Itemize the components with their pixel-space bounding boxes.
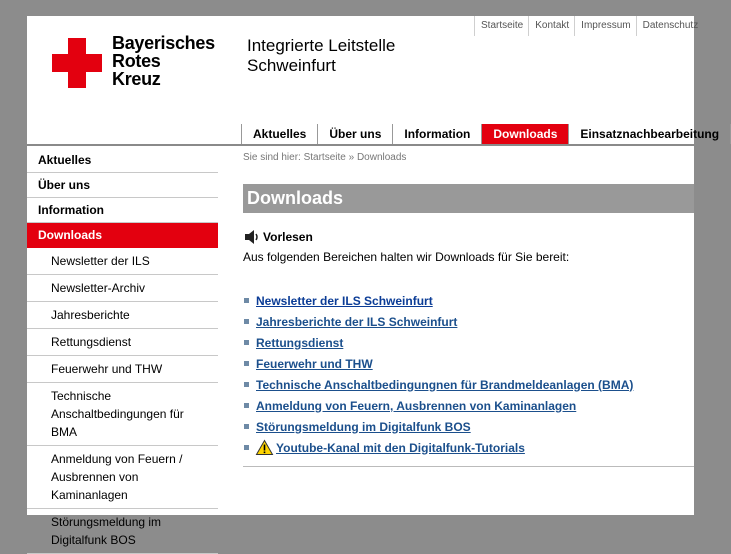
mainnav-aktuelles[interactable]: Aktuelles: [242, 124, 318, 144]
list-item: [244, 353, 633, 374]
brand-line-2: Rotes: [112, 51, 161, 71]
link-stoerungsmeldung[interactable]: Störungsmeldung im Digitalfunk BOS: [256, 419, 471, 434]
bullet-icon: [244, 361, 249, 366]
sidebar-item-information[interactable]: Information: [27, 198, 218, 223]
bullet-icon: [244, 319, 249, 324]
bullet-icon: [244, 403, 249, 408]
topnav-kontakt[interactable]: Kontakt: [528, 16, 574, 36]
list-item: [244, 416, 633, 437]
organization-title: [247, 36, 395, 76]
brand-name: [112, 34, 215, 88]
sidebar: [27, 148, 218, 554]
link-rettungsdienst[interactable]: Rettungsdienst: [256, 335, 344, 350]
org-line-1: Integrierte Leitstelle: [247, 36, 396, 55]
link-anmeldung-feuern[interactable]: Anmeldung von Feuern, Ausbrennen von Kaminanlagen: [256, 398, 577, 413]
list-item: [244, 374, 633, 395]
sidebar-item-stoerungsmeldung[interactable]: Störungsmeldung im Digitalfunk BOS: [27, 509, 218, 554]
list-item: [244, 437, 633, 458]
download-links: [244, 290, 633, 458]
link-feuerwehr-thw[interactable]: Feuerwehr und THW: [256, 356, 373, 371]
bullet-icon: [244, 382, 249, 387]
link-jahresberichte[interactable]: Jahresberichte der ILS Schweinfurt: [256, 314, 458, 329]
page-title-bar: [243, 184, 694, 213]
sidebar-item-feuerwehr-thw[interactable]: Feuerwehr und THW: [27, 356, 218, 383]
read-aloud-button[interactable]: [244, 230, 313, 244]
sidebar-item-technische-anschaltbedingungen[interactable]: Technische Anschaltbedingungen für BMA: [27, 383, 218, 446]
topnav-datenschutz[interactable]: Datenschutz: [636, 16, 704, 36]
sidebar-item-ueber-uns[interactable]: Über uns: [27, 173, 218, 198]
topnav-impressum[interactable]: Impressum: [574, 16, 635, 36]
red-cross-icon: [52, 38, 102, 88]
top-navigation: [474, 16, 703, 36]
mainnav-information[interactable]: Information: [393, 124, 482, 144]
warning-icon: [256, 440, 273, 455]
speaker-icon: [244, 230, 260, 244]
page: [27, 16, 720, 547]
sidebar-item-anmeldung-feuern[interactable]: Anmeldung von Feuern / Ausbrennen von Kaminanlagen: [27, 446, 218, 509]
sidebar-item-aktuelles[interactable]: Aktuelles: [27, 148, 218, 173]
list-item: [244, 290, 633, 311]
nav-divider: [27, 144, 694, 146]
intro-text: Aus folgenden Bereichen halten wir Downloads für Sie bereit:: [243, 250, 570, 264]
breadcrumb: Sie sind hier: Startseite » Downloads: [243, 152, 407, 163]
bullet-icon: [244, 445, 249, 450]
link-newsletter-ils[interactable]: Newsletter der ILS Schweinfurt: [256, 293, 433, 308]
mainnav-einsatznachbearbeitung[interactable]: Einsatznachbearbeitung: [569, 124, 731, 144]
bullet-icon: [244, 298, 249, 303]
link-youtube-kanal[interactable]: Youtube-Kanal mit den Digitalfunk-Tutorials: [276, 440, 525, 455]
list-item: [244, 332, 633, 353]
read-aloud-label: Vorlesen: [263, 230, 313, 244]
sidebar-item-downloads[interactable]: Downloads: [27, 223, 218, 248]
brand-line-3: Kreuz: [112, 69, 161, 89]
main-navigation: [241, 124, 731, 144]
mainnav-downloads[interactable]: Downloads: [482, 124, 569, 144]
sidebar-item-rettungsdienst[interactable]: Rettungsdienst: [27, 329, 218, 356]
sidebar-item-jahresberichte[interactable]: Jahresberichte: [27, 302, 218, 329]
list-item: [244, 311, 633, 332]
bullet-icon: [244, 340, 249, 345]
content-divider: [243, 466, 694, 467]
mainnav-ueber-uns[interactable]: Über uns: [318, 124, 393, 144]
org-line-2: Schweinfurt: [247, 56, 336, 75]
sidebar-item-newsletter[interactable]: Newsletter der ILS: [27, 248, 218, 275]
bullet-icon: [244, 424, 249, 429]
sidebar-item-newsletter-archiv[interactable]: Newsletter-Archiv: [27, 275, 218, 302]
brand-line-1: Bayerisches: [112, 33, 215, 53]
topnav-startseite[interactable]: Startseite: [474, 16, 528, 36]
page-title: Downloads: [247, 188, 344, 208]
list-item: [244, 395, 633, 416]
link-technische-anschaltbedingungen[interactable]: Technische Anschaltbedingungnen für Brandmeldeanlagen (BMA): [256, 377, 634, 392]
